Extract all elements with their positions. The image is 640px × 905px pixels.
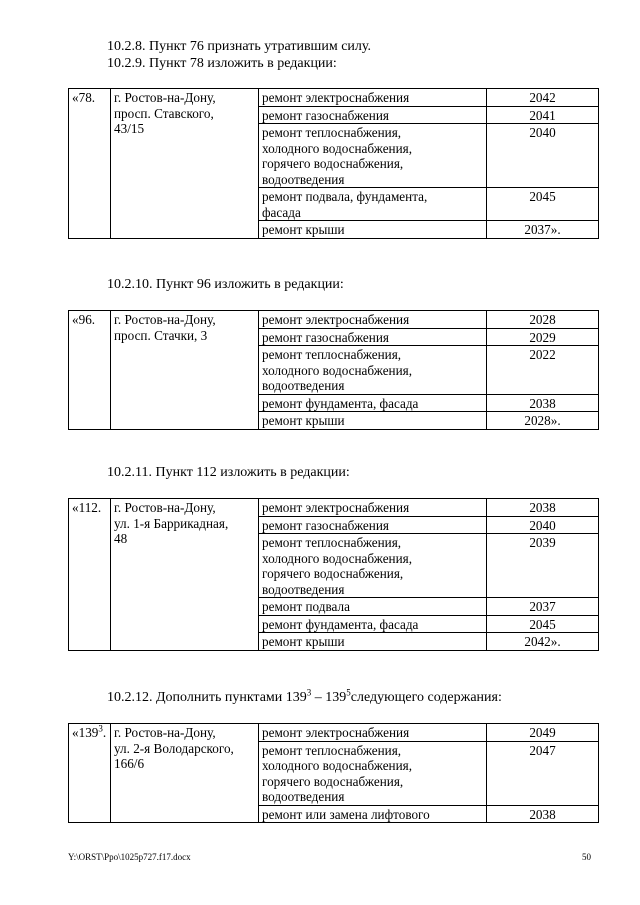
year-value: 2037 bbox=[529, 599, 556, 614]
work-type-line: водоотведения bbox=[262, 378, 345, 393]
footer-file-path: Y:\ORST\Ppo\1025p727.f17.docx bbox=[68, 852, 191, 862]
work-type-cell bbox=[259, 328, 487, 346]
work-type-line: ремонт газоснабжения bbox=[262, 517, 389, 533]
work-type-cell bbox=[259, 805, 487, 823]
paragraph-10-2-12-mid: – 139 bbox=[311, 690, 347, 705]
year-cell bbox=[487, 534, 599, 598]
paragraph-10-2-10: 10.2.10. Пункт 96 изложить в редакции: bbox=[107, 277, 344, 292]
work-type-cell bbox=[259, 741, 487, 805]
address-cell bbox=[111, 89, 259, 239]
footer-page-number: 50 bbox=[582, 852, 591, 862]
work-type-line: водоотведения bbox=[262, 789, 345, 804]
work-type-line: холодного водоснабжения, bbox=[262, 550, 413, 566]
year-value: 2049 bbox=[529, 725, 556, 740]
address-line: просп. Стачки, 3 bbox=[114, 327, 208, 343]
year-cell bbox=[487, 311, 599, 329]
year-cell bbox=[487, 124, 599, 188]
address-line: ул. 2-я Володарского, bbox=[114, 740, 234, 756]
item-number-suffix: . bbox=[102, 725, 107, 740]
address-line: 48 bbox=[114, 531, 128, 546]
work-type-line: ремонт электроснабжения bbox=[262, 90, 410, 105]
work-type-cell bbox=[259, 499, 487, 517]
year-cell bbox=[487, 724, 599, 742]
address-line: 166/6 bbox=[114, 756, 145, 771]
year-cell bbox=[487, 499, 599, 517]
work-type-line: горячего водоснабжения, bbox=[262, 773, 404, 789]
year-cell bbox=[487, 615, 599, 633]
year-value: 2040 bbox=[529, 125, 556, 140]
item-number-cell bbox=[69, 89, 111, 239]
work-type-line: ремонт фундамента, фасада bbox=[262, 395, 419, 411]
paragraph-10-2-12-after: следующего содержания: bbox=[350, 690, 502, 705]
work-type-line: ремонт теплоснабжения, bbox=[262, 125, 402, 140]
work-type-cell bbox=[259, 412, 487, 430]
year-value: 2038 bbox=[529, 395, 556, 411]
work-type-line: ремонт электроснабжения bbox=[262, 312, 410, 327]
work-type-line: ремонт газоснабжения bbox=[262, 107, 389, 123]
work-type-cell bbox=[259, 221, 487, 239]
work-type-line: ремонт фундамента, фасада bbox=[262, 616, 419, 632]
year-value: 2028 bbox=[529, 312, 556, 327]
work-type-line: ремонт теплоснабжения, bbox=[262, 535, 402, 550]
work-type-line: ремонт крыши bbox=[262, 222, 345, 237]
paragraph-10-2-11: 10.2.11. Пункт 112 изложить в редакции: bbox=[107, 465, 350, 480]
paragraph-10-2-12 bbox=[107, 689, 502, 706]
work-type-cell bbox=[259, 724, 487, 742]
year-value: 2045 bbox=[529, 189, 556, 204]
work-type-cell bbox=[259, 124, 487, 188]
address-line: г. Ростов-на-Дону, bbox=[114, 312, 216, 327]
address-cell bbox=[111, 499, 259, 651]
year-cell bbox=[487, 106, 599, 124]
item-number: «112. bbox=[72, 500, 102, 515]
item-number-cell bbox=[69, 724, 111, 823]
work-type-line: ремонт крыши bbox=[262, 413, 345, 428]
address-cell bbox=[111, 724, 259, 823]
item-number: «78. bbox=[72, 90, 96, 105]
year-value: 2039 bbox=[529, 535, 556, 550]
work-type-cell bbox=[259, 106, 487, 124]
work-type-cell bbox=[259, 188, 487, 221]
table-row bbox=[69, 724, 599, 742]
table-row bbox=[69, 311, 599, 329]
work-type-line: ремонт электроснабжения bbox=[262, 725, 410, 740]
address-line: 43/15 bbox=[114, 121, 145, 136]
year-cell bbox=[487, 328, 599, 346]
work-type-line: ремонт теплоснабжения, bbox=[262, 347, 402, 362]
table-row bbox=[69, 89, 599, 107]
year-cell bbox=[487, 188, 599, 221]
item-number: «139 bbox=[72, 725, 99, 740]
year-value: 2038 bbox=[529, 500, 556, 515]
year-cell bbox=[487, 805, 599, 823]
year-cell bbox=[487, 89, 599, 107]
year-cell bbox=[487, 346, 599, 395]
year-value: 2028». bbox=[524, 413, 561, 428]
work-type-cell bbox=[259, 311, 487, 329]
work-type-cell bbox=[259, 598, 487, 616]
address-line: г. Ростов-на-Дону, bbox=[114, 725, 216, 740]
work-type-line: водоотведения bbox=[262, 171, 345, 187]
paragraph-10-2-9: 10.2.9. Пункт 78 изложить в редакции: bbox=[107, 56, 337, 71]
work-type-line: ремонт электроснабжения bbox=[262, 500, 410, 515]
address-cell bbox=[111, 311, 259, 430]
superscript: 5 bbox=[346, 687, 351, 698]
work-type-line: ремонт теплоснабжения, bbox=[262, 742, 402, 758]
year-cell bbox=[487, 633, 599, 651]
year-value: 2047 bbox=[529, 742, 556, 758]
year-value: 2038 bbox=[529, 806, 556, 822]
item-number-cell bbox=[69, 499, 111, 651]
work-type-line: ремонт крыши bbox=[262, 634, 345, 649]
work-type-line: холодного водоснабжения, bbox=[262, 758, 413, 773]
address-line: г. Ростов-на-Дону, bbox=[114, 500, 216, 515]
work-type-line: холодного водоснабжения, bbox=[262, 140, 413, 156]
year-value: 2042». bbox=[524, 634, 561, 649]
year-value: 2041 bbox=[529, 107, 556, 123]
table-item-139-3 bbox=[68, 723, 599, 823]
work-type-line: фасада bbox=[262, 204, 301, 220]
year-value: 2042 bbox=[529, 90, 556, 105]
year-value: 2045 bbox=[529, 616, 556, 632]
table-item-96 bbox=[68, 310, 599, 430]
paragraph-10-2-8: 10.2.8. Пункт 76 признать утратившим силу. bbox=[107, 39, 371, 54]
work-type-cell bbox=[259, 89, 487, 107]
item-number-cell bbox=[69, 311, 111, 430]
table-item-78 bbox=[68, 88, 599, 239]
address-line: просп. Ставского, bbox=[114, 105, 214, 121]
work-type-line: горячего водоснабжения, bbox=[262, 566, 404, 581]
year-cell bbox=[487, 221, 599, 239]
address-line: г. Ростов-на-Дону, bbox=[114, 90, 216, 105]
year-value: 2022 bbox=[529, 347, 556, 362]
work-type-cell bbox=[259, 516, 487, 534]
item-number: «96. bbox=[72, 312, 96, 327]
work-type-cell bbox=[259, 633, 487, 651]
year-value: 2040 bbox=[529, 517, 556, 533]
table-item-112 bbox=[68, 498, 599, 651]
item-number-superscript: 3 bbox=[98, 723, 103, 734]
year-cell bbox=[487, 394, 599, 412]
work-type-line: холодного водоснабжения, bbox=[262, 362, 413, 378]
year-cell bbox=[487, 516, 599, 534]
work-type-line: ремонт подвала bbox=[262, 599, 350, 614]
year-cell bbox=[487, 412, 599, 430]
work-type-line: ремонт газоснабжения bbox=[262, 329, 389, 345]
work-type-line: горячего водоснабжения, bbox=[262, 156, 404, 171]
superscript: 3 bbox=[306, 687, 312, 698]
work-type-cell bbox=[259, 615, 487, 633]
work-type-line: водоотведения bbox=[262, 581, 345, 597]
work-type-line: ремонт подвала, фундамента, bbox=[262, 189, 428, 204]
work-type-line: ремонт или замена лифтового bbox=[262, 806, 430, 822]
work-type-cell bbox=[259, 394, 487, 412]
paragraph-10-2-12-before: 10.2.12. Дополнить пунктами 139 bbox=[107, 690, 307, 705]
year-cell bbox=[487, 741, 599, 805]
year-cell bbox=[487, 598, 599, 616]
address-line: ул. 1-я Баррикадная, bbox=[114, 515, 229, 531]
year-value: 2029 bbox=[529, 329, 556, 345]
work-type-cell bbox=[259, 534, 487, 598]
table-row bbox=[69, 499, 599, 517]
work-type-cell bbox=[259, 346, 487, 395]
year-value: 2037». bbox=[524, 222, 561, 237]
